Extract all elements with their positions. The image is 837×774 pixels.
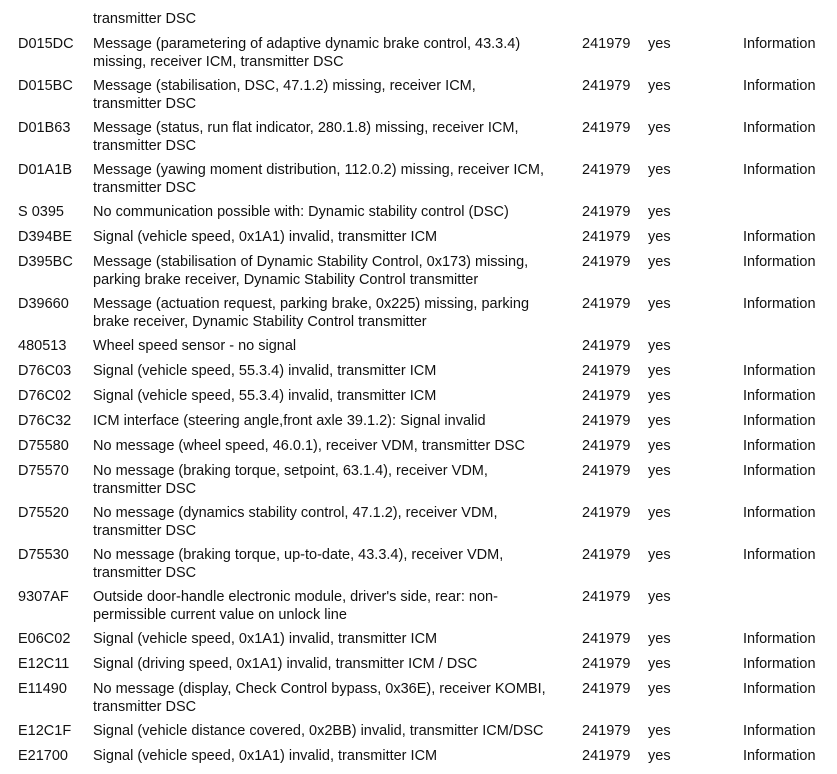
fault-mileage: 241979 (582, 204, 631, 220)
fault-mileage: 241979 (582, 656, 631, 672)
fault-description-line: brake receiver, Dynamic Stability Control transmitter (93, 314, 427, 330)
fault-code: D76C32 (18, 413, 72, 429)
fault-type: Information (743, 120, 816, 136)
fault-description-line: Signal (vehicle speed, 0x1A1) invalid, transmitter ICM (93, 748, 438, 764)
fault-mileage: 241979 (582, 463, 631, 479)
fault-description-line: parking brake receiver, Dynamic Stability Control transmitter (93, 272, 479, 288)
fault-present-flag: yes (648, 338, 671, 354)
fault-mileage: 241979 (582, 631, 631, 647)
continued-description: transmitter DSC (93, 11, 197, 27)
table-row (0, 161, 837, 203)
fault-present-flag: yes (648, 589, 671, 605)
fault-type: Information (743, 463, 816, 479)
fault-description (93, 722, 582, 747)
table-row (0, 77, 837, 119)
table-row (0, 462, 837, 504)
fault-description (93, 546, 582, 588)
fault-type: Information (743, 363, 816, 379)
fault-description-line: No message (dynamics stability control, 47.1.2), receiver VDM, (93, 505, 498, 521)
fault-mileage: 241979 (582, 723, 631, 739)
table-row (0, 203, 837, 228)
fault-description-line: missing, receiver ICM, transmitter DSC (93, 54, 344, 70)
fault-mileage: 241979 (582, 388, 631, 404)
table-row (0, 546, 837, 588)
fault-description-line: Message (parametering of adaptive dynamic brake control, 43.3.4) (93, 36, 521, 52)
fault-type: Information (743, 254, 816, 270)
fault-present-flag: yes (648, 296, 671, 312)
fault-present-flag: yes (648, 723, 671, 739)
fault-present-flag: yes (648, 36, 671, 52)
fault-mileage: 241979 (582, 438, 631, 454)
fault-type: Information (743, 36, 816, 52)
fault-present-flag: yes (648, 656, 671, 672)
fault-type: Information (743, 388, 816, 404)
fault-present-flag: yes (648, 438, 671, 454)
table-row (0, 387, 837, 412)
table-row (0, 630, 837, 655)
table-row (0, 337, 837, 362)
fault-description (93, 362, 582, 387)
fault-present-flag: yes (648, 363, 671, 379)
fault-description-line: transmitter DSC (93, 481, 197, 497)
fault-code: D015DC (18, 36, 74, 52)
fault-mileage: 241979 (582, 120, 631, 136)
fault-description-line: Signal (vehicle speed, 55.3.4) invalid, transmitter ICM (93, 363, 437, 379)
fault-type: Information (743, 162, 816, 178)
fault-type: Information (743, 723, 816, 739)
fault-code: E21700 (18, 748, 68, 764)
fault-description-line: Signal (vehicle speed, 55.3.4) invalid, transmitter ICM (93, 388, 437, 404)
fault-present-flag: yes (648, 204, 671, 220)
fault-description (93, 119, 582, 161)
fault-code: D394BE (18, 229, 73, 245)
fault-present-flag: yes (648, 388, 671, 404)
fault-mileage: 241979 (582, 78, 631, 94)
fault-table-body (0, 35, 837, 772)
fault-description (93, 228, 582, 253)
fault-description-line: No communication possible with: Dynamic stability control (DSC) (93, 204, 509, 220)
fault-code: D39660 (18, 296, 69, 312)
fault-description (93, 680, 582, 722)
fault-present-flag: yes (648, 120, 671, 136)
fault-present-flag: yes (648, 631, 671, 647)
fault-description-line: Message (actuation request, parking brake, 0x225) missing, parking (93, 296, 530, 312)
fault-description-line: Message (yawing moment distribution, 112.0.2) missing, receiver ICM, (93, 162, 545, 178)
fault-code: D76C03 (18, 363, 72, 379)
fault-mileage: 241979 (582, 229, 631, 245)
fault-type (743, 337, 837, 362)
fault-description-line: No message (braking torque, setpoint, 63.1.4), receiver VDM, (93, 463, 488, 479)
fault-mileage: 241979 (582, 589, 631, 605)
fault-code: E06C02 (18, 631, 71, 647)
table-row (0, 722, 837, 747)
fault-code: D01B63 (18, 120, 71, 136)
fault-description-line: Message (stabilisation, DSC, 47.1.2) missing, receiver ICM, (93, 78, 476, 94)
fault-present-flag: yes (648, 505, 671, 521)
fault-mileage: 241979 (582, 363, 631, 379)
table-row (0, 437, 837, 462)
fault-description (93, 747, 582, 772)
fault-description (93, 203, 582, 228)
fault-description-line: Wheel speed sensor - no signal (93, 338, 297, 354)
fault-mileage: 241979 (582, 162, 631, 178)
fault-type: Information (743, 656, 816, 672)
fault-description-line: transmitter DSC (93, 699, 197, 715)
fault-type: Information (743, 438, 816, 454)
fault-description-line: Signal (vehicle speed, 0x1A1) invalid, transmitter ICM (93, 229, 438, 245)
fault-present-flag: yes (648, 681, 671, 697)
fault-code: 9307AF (18, 589, 69, 605)
table-row (0, 362, 837, 387)
fault-code: S 0395 (18, 204, 64, 220)
fault-code: D75580 (18, 438, 69, 454)
fault-type (743, 203, 837, 228)
fault-code: D395BC (18, 254, 73, 270)
table-row (0, 747, 837, 772)
table-row (0, 588, 837, 630)
fault-description-line: Message (status, run flat indicator, 280.1.8) missing, receiver ICM, (93, 120, 519, 136)
fault-description-line: transmitter DSC (93, 180, 197, 196)
fault-present-flag: yes (648, 229, 671, 245)
fault-table (0, 35, 837, 772)
fault-mileage: 241979 (582, 748, 631, 764)
fault-description (93, 253, 582, 295)
fault-description-line: Signal (vehicle distance covered, 0x2BB) invalid, transmitter ICM/DSC (93, 723, 544, 739)
table-row (0, 35, 837, 77)
fault-code: D01A1B (18, 162, 73, 178)
fault-mileage: 241979 (582, 338, 631, 354)
fault-description-line: transmitter DSC (93, 96, 197, 112)
table-row (0, 228, 837, 253)
fault-description (93, 387, 582, 412)
fault-type: Information (743, 413, 816, 429)
fault-code: 480513 (18, 338, 67, 354)
table-row (0, 412, 837, 437)
fault-description-line: permissible current value on unlock line (93, 607, 347, 623)
fault-description-line: transmitter DSC (93, 565, 197, 581)
fault-description-line: transmitter DSC (93, 138, 197, 154)
fault-description (93, 161, 582, 203)
fault-type: Information (743, 681, 816, 697)
fault-description (93, 295, 582, 337)
fault-type: Information (743, 78, 816, 94)
fault-description-line: Signal (driving speed, 0x1A1) invalid, transmitter ICM / DSC (93, 656, 478, 672)
fault-mileage: 241979 (582, 681, 631, 697)
fault-code: D76C02 (18, 388, 72, 404)
fault-description (93, 655, 582, 680)
fault-type: Information (743, 296, 816, 312)
fault-present-flag: yes (648, 162, 671, 178)
table-row (0, 680, 837, 722)
fault-mileage: 241979 (582, 254, 631, 270)
fault-code: E12C11 (18, 656, 70, 672)
fault-present-flag: yes (648, 78, 671, 94)
fault-description (93, 462, 582, 504)
fault-code: E11490 (18, 681, 67, 697)
fault-type: Information (743, 229, 816, 245)
fault-description (93, 35, 582, 77)
fault-description-line: No message (display, Check Control bypass, 0x36E), receiver KOMBI, (93, 681, 546, 697)
fault-description (93, 630, 582, 655)
fault-mileage: 241979 (582, 547, 631, 563)
fault-present-flag: yes (648, 463, 671, 479)
fault-description-line: No message (wheel speed, 46.0.1), receiver VDM, transmitter DSC (93, 438, 525, 454)
fault-type: Information (743, 631, 816, 647)
fault-description (93, 437, 582, 462)
fault-present-flag: yes (648, 547, 671, 563)
fault-type: Information (743, 748, 816, 764)
fault-code: D75570 (18, 463, 69, 479)
table-row (0, 119, 837, 161)
table-row (0, 655, 837, 680)
fault-mileage: 241979 (582, 36, 631, 52)
fault-description-line: Message (stabilisation of Dynamic Stability Control, 0x173) missing, (93, 254, 529, 270)
fault-description (93, 412, 582, 437)
fault-description (93, 337, 582, 362)
table-row (0, 504, 837, 546)
fault-description-line: No message (braking torque, up-to-date, 43.3.4), receiver VDM, (93, 547, 504, 563)
fault-type: Information (743, 547, 816, 563)
fault-present-flag: yes (648, 748, 671, 764)
fault-description (93, 588, 582, 630)
fault-type: Information (743, 505, 816, 521)
fault-mileage: 241979 (582, 296, 631, 312)
fault-mileage: 241979 (582, 505, 631, 521)
fault-code: D75520 (18, 505, 69, 521)
table-row (0, 295, 837, 337)
fault-description-line: transmitter DSC (93, 523, 197, 539)
fault-code: E12C1F (18, 723, 72, 739)
fault-description (93, 504, 582, 546)
fault-mileage: 241979 (582, 413, 631, 429)
fault-present-flag: yes (648, 254, 671, 270)
fault-description (93, 77, 582, 119)
fault-type (743, 588, 837, 630)
fault-code: D015BC (18, 78, 73, 94)
table-row (0, 253, 837, 295)
fault-description-line: Signal (vehicle speed, 0x1A1) invalid, transmitter ICM (93, 631, 438, 647)
fault-description-line: Outside door-handle electronic module, driver's side, rear: non- (93, 589, 498, 605)
fault-description-line: ICM interface (steering angle,front axle 39.1.2): Signal invalid (93, 413, 486, 429)
fault-code: D75530 (18, 547, 69, 563)
fault-present-flag: yes (648, 413, 671, 429)
